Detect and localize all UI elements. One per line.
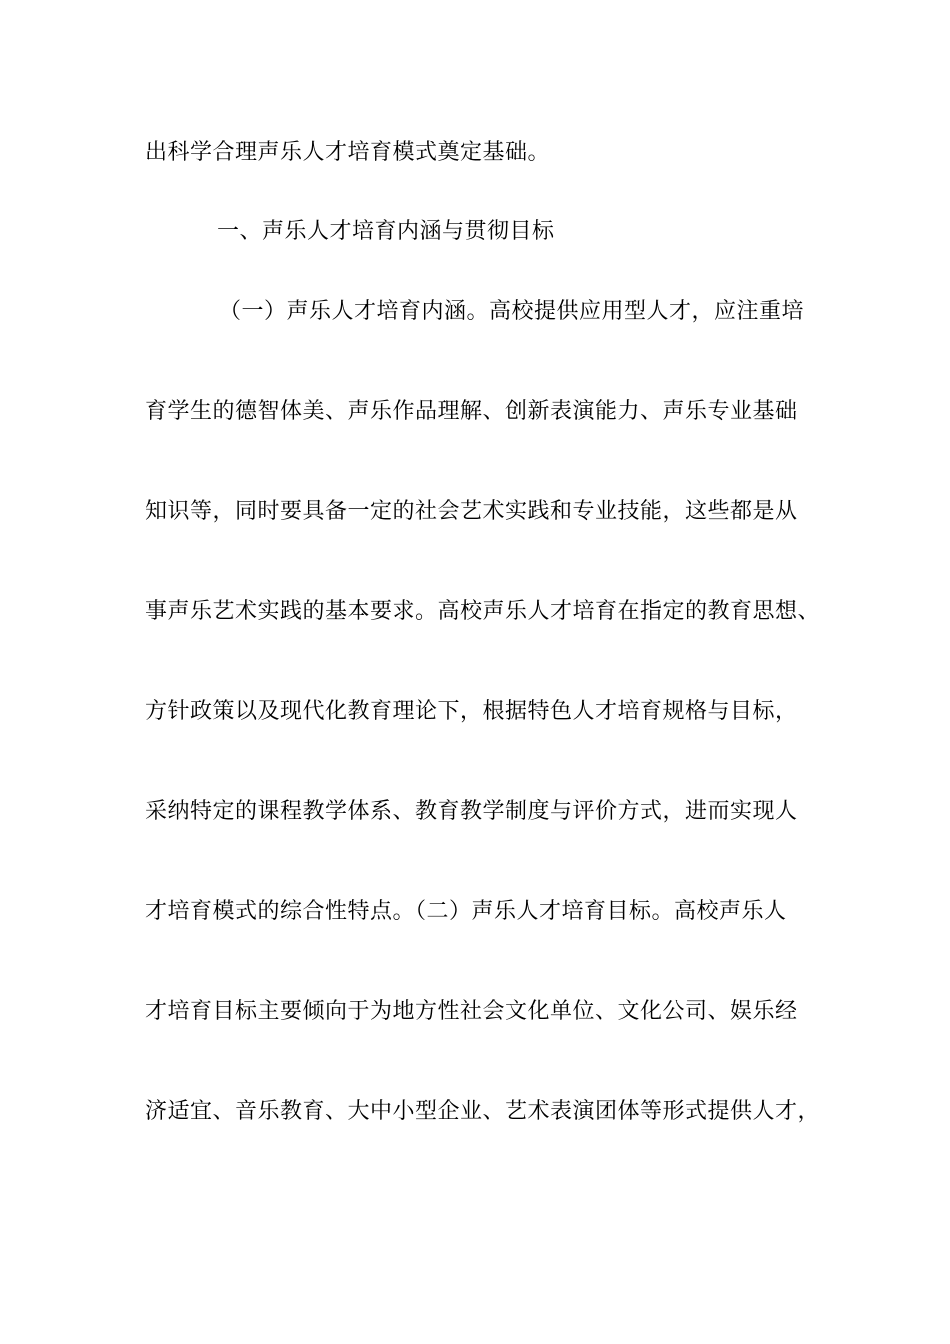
text-line-6: 事声乐艺术实践的基本要求。高校声乐人才培育在指定的教育思想、 <box>145 599 821 624</box>
text-line-4: 育学生的德智体美、声乐作品理解、创新表演能力、声乐专业基础 <box>145 399 798 424</box>
section-heading: 一、声乐人才培育内涵与贯彻目标 <box>217 219 555 244</box>
text-line-8: 采纳特定的课程教学体系、教育教学制度与评价方式，进而实现人 <box>145 799 798 824</box>
text-line-3: （一）声乐人才培育内涵。高校提供应用型人才，应注重培 <box>219 299 805 324</box>
text-line-11: 济适宜、音乐教育、大中小型企业、艺术表演团体等形式提供人才， <box>145 1099 821 1124</box>
text-line-5: 知识等，同时要具备一定的社会艺术实践和专业技能，这些都是从 <box>145 499 798 524</box>
text-line-7: 方针政策以及现代化教育理论下，根据特色人才培育规格与目标， <box>145 699 798 724</box>
text-line-1: 出科学合理声乐人才培育模式奠定基础。 <box>145 140 551 165</box>
text-line-9: 才培育模式的综合性特点。（二）声乐人才培育目标。高校声乐人 <box>145 899 787 924</box>
text-line-10: 才培育目标主要倾向于为地方性社会文化单位、文化公司、娱乐经 <box>145 999 798 1024</box>
